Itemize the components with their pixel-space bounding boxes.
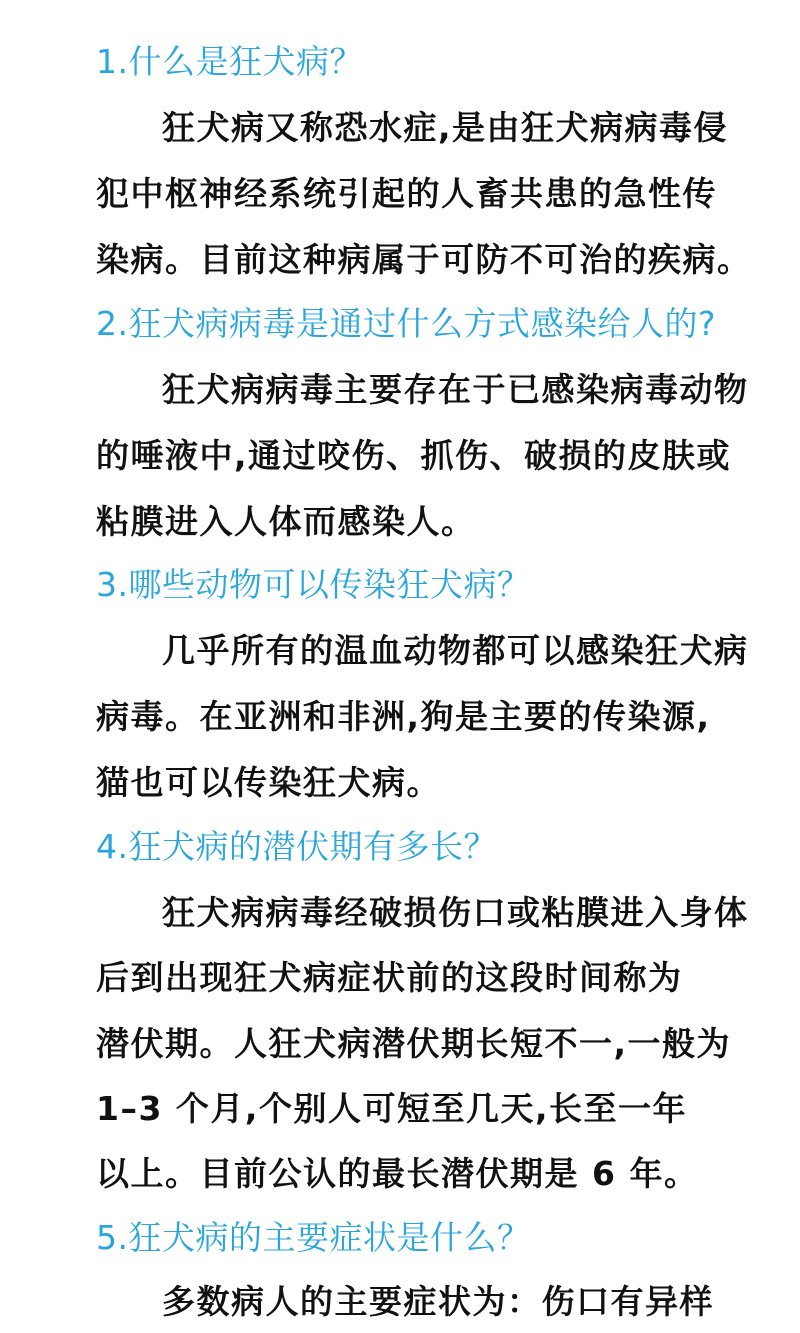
answer-line: 潜伏期。人狂犬病潜伏期长短不一,一般为 xyxy=(96,1024,732,1063)
answer-line: 犯中枢神经系统引起的人畜共患的急性传 xyxy=(96,174,717,213)
answer-line: 染病。目前这种病属于可防不可治的疾病。 xyxy=(96,240,752,279)
answer-line: 多数病人的主要症状为：伤口有异样 xyxy=(162,1282,714,1321)
answer-line: 狂犬病病毒经破损伤口或粘膜进入身体 xyxy=(162,893,749,932)
question-heading-3: 3.哪些动物可以传染狂犬病？ xyxy=(96,565,531,604)
answer-line: 病毒。在亚洲和非洲,狗是主要的传染源, xyxy=(96,697,711,736)
question-heading-2: 2.狂犬病病毒是通过什么方式感染给人的? xyxy=(96,304,717,343)
answer-line: 猫也可以传染狂犬病。 xyxy=(96,763,441,802)
answer-line: 后到出现狂犬病症状前的这段时间称为 xyxy=(96,958,683,997)
question-heading-5: 5.狂犬病的主要症状是什么？ xyxy=(96,1218,531,1257)
answer-line: 粘膜进入人体而感染人。 xyxy=(96,502,476,541)
answer-line: 狂犬病病毒主要存在于已感染病毒动物 xyxy=(162,370,749,409)
answer-line: 1–3 个月,个别人可短至几天,长至一年 xyxy=(96,1089,687,1128)
answer-line: 的唾液中,通过咬伤、抓伤、破损的皮肤或 xyxy=(96,436,732,475)
question-heading-4: 4.狂犬病的潜伏期有多长？ xyxy=(96,827,497,866)
answer-line: 狂犬病又称恐水症,是由狂犬病病毒侵 xyxy=(162,108,729,147)
question-heading-1: 1.什么是狂犬病？ xyxy=(96,42,363,81)
answer-line: 以上。目前公认的最长潜伏期是 6 年。 xyxy=(96,1154,699,1193)
answer-line: 几乎所有的温血动物都可以感染狂犬病 xyxy=(162,631,749,670)
